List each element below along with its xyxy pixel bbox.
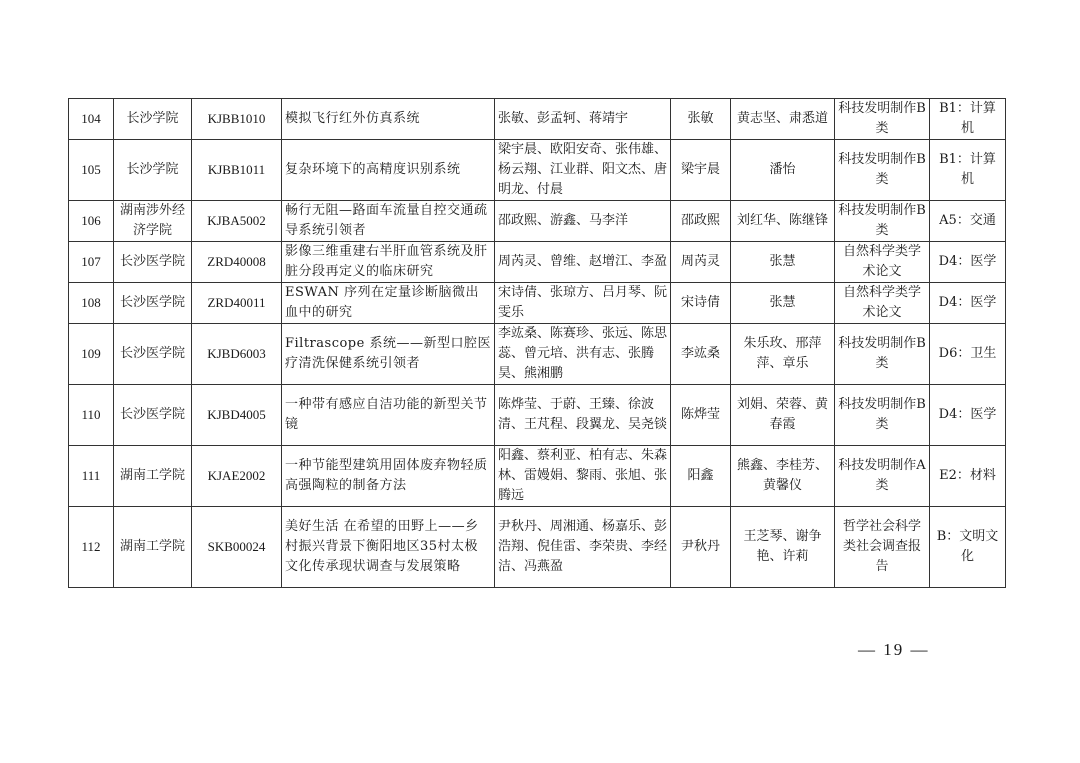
row-number-cell: 108	[69, 283, 114, 324]
advisor-cell: 张慧	[731, 242, 835, 283]
field-cell: B1：计算机	[930, 99, 1006, 140]
members-cell: 邵政熙、游鑫、马李洋	[495, 201, 671, 242]
table-row	[69, 201, 1006, 242]
leader-cell: 宋诗倩	[671, 283, 731, 324]
category-cell: 自然科学类学术论文	[835, 283, 930, 324]
table-row	[69, 507, 1006, 588]
project-title-cell: Filtrascope 系统——新型口腔医疗清洗保健系统引领者	[282, 324, 495, 385]
school-cell: 长沙医学院	[114, 242, 192, 283]
school-cell: 长沙学院	[114, 99, 192, 140]
table-row	[69, 140, 1006, 201]
field-cell: D6：卫生	[930, 324, 1006, 385]
leader-cell: 邵政熙	[671, 201, 731, 242]
project-code-cell: KJBB1011	[192, 140, 282, 201]
project-title-cell: ESWAN 序列在定量诊断脑微出血中的研究	[282, 283, 495, 324]
project-code-cell: KJBD4005	[192, 385, 282, 446]
field-cell: D4：医学	[930, 283, 1006, 324]
leader-cell: 梁宇晨	[671, 140, 731, 201]
row-number-cell: 112	[69, 507, 114, 588]
members-cell: 陈烨莹、于蔚、王臻、徐波清、王芃程、段翼龙、吴尧锬	[495, 385, 671, 446]
field-cell: D4：医学	[930, 385, 1006, 446]
table-row	[69, 385, 1006, 446]
school-cell: 湖南工学院	[114, 507, 192, 588]
members-cell: 阳鑫、蔡利亚、柏有志、朱森林、雷嫚娟、黎雨、张旭、张腾远	[495, 446, 671, 507]
category-cell: 科技发明制作B类	[835, 140, 930, 201]
project-code-cell: ZRD40008	[192, 242, 282, 283]
project-code-cell: KJBD6003	[192, 324, 282, 385]
field-cell: A5：交通	[930, 201, 1006, 242]
advisor-cell: 潘怡	[731, 140, 835, 201]
members-cell: 尹秋丹、周湘通、杨嘉乐、彭浩翔、倪佳雷、李荣贵、李经洁、冯燕盈	[495, 507, 671, 588]
table-row	[69, 99, 1006, 140]
category-cell: 哲学社会科学类社会调查报告	[835, 507, 930, 588]
leader-cell: 张敏	[671, 99, 731, 140]
project-title-cell: 美好生活 在希望的田野上——乡村振兴背景下衡阳地区35村太极文化传承现状调查与发展策略	[282, 507, 495, 588]
row-number-cell: 105	[69, 140, 114, 201]
row-number-cell: 109	[69, 324, 114, 385]
school-cell: 长沙学院	[114, 140, 192, 201]
leader-cell: 尹秋丹	[671, 507, 731, 588]
row-number-cell: 110	[69, 385, 114, 446]
row-number-cell: 106	[69, 201, 114, 242]
project-title-cell: 畅行无阻—路面车流量自控交通疏导系统引领者	[282, 201, 495, 242]
row-number-cell: 104	[69, 99, 114, 140]
advisor-cell: 张慧	[731, 283, 835, 324]
project-code-cell: KJBA5002	[192, 201, 282, 242]
field-cell: D4：医学	[930, 242, 1006, 283]
project-title-cell: 复杂环境下的高精度识别系统	[282, 140, 495, 201]
school-cell: 湖南涉外经济学院	[114, 201, 192, 242]
leader-cell: 陈烨莹	[671, 385, 731, 446]
field-cell: B：文明文化	[930, 507, 1006, 588]
members-cell: 张敏、彭孟轲、蒋靖宇	[495, 99, 671, 140]
category-cell: 科技发明制作A类	[835, 446, 930, 507]
leader-cell: 阳鑫	[671, 446, 731, 507]
school-cell: 长沙医学院	[114, 283, 192, 324]
advisor-cell: 王芝琴、谢争艳、许莉	[731, 507, 835, 588]
category-cell: 科技发明制作B类	[835, 99, 930, 140]
members-cell: 宋诗倩、张琼方、吕月琴、阮雯乐	[495, 283, 671, 324]
members-cell: 周芮灵、曾维、赵增江、李盈	[495, 242, 671, 283]
project-title-cell: 模拟飞行红外仿真系统	[282, 99, 495, 140]
advisor-cell: 刘娟、荣蓉、黄春霞	[731, 385, 835, 446]
members-cell: 梁宇晨、欧阳安奇、张伟雄、杨云翔、江业群、阳文杰、唐明龙、付晨	[495, 140, 671, 201]
project-code-cell: ZRD40011	[192, 283, 282, 324]
school-cell: 长沙医学院	[114, 324, 192, 385]
project-table	[68, 98, 1006, 588]
page-number: — 19 —	[858, 640, 930, 659]
row-number-cell: 111	[69, 446, 114, 507]
advisor-cell: 朱乐玫、邢萍萍、章乐	[731, 324, 835, 385]
leader-cell: 周芮灵	[671, 242, 731, 283]
advisor-cell: 刘红华、陈继锋	[731, 201, 835, 242]
project-title-cell: 一种节能型建筑用固体废弃物轻质高强陶粒的制备方法	[282, 446, 495, 507]
category-cell: 科技发明制作B类	[835, 324, 930, 385]
leader-cell: 李竑桑	[671, 324, 731, 385]
category-cell: 科技发明制作B类	[835, 201, 930, 242]
table-body	[69, 99, 1006, 588]
project-title-cell: 一种带有感应自洁功能的新型关节镜	[282, 385, 495, 446]
advisor-cell: 熊鑫、李桂芳、黄馨仪	[731, 446, 835, 507]
project-code-cell: SKB00024	[192, 507, 282, 588]
table-row	[69, 283, 1006, 324]
table-row	[69, 242, 1006, 283]
category-cell: 科技发明制作B类	[835, 385, 930, 446]
school-cell: 长沙医学院	[114, 385, 192, 446]
project-code-cell: KJAE2002	[192, 446, 282, 507]
field-cell: E2：材料	[930, 446, 1006, 507]
table-row	[69, 446, 1006, 507]
project-title-cell: 影像三维重建右半肝血管系统及肝脏分段再定义的临床研究	[282, 242, 495, 283]
row-number-cell: 107	[69, 242, 114, 283]
project-code-cell: KJBB1010	[192, 99, 282, 140]
members-cell: 李竑桑、陈赛珍、张远、陈思蕊、曾元培、洪有志、张腾昊、熊湘鹏	[495, 324, 671, 385]
table-row	[69, 324, 1006, 385]
advisor-cell: 黄志坚、肃悉道	[731, 99, 835, 140]
category-cell: 自然科学类学术论文	[835, 242, 930, 283]
field-cell: B1：计算机	[930, 140, 1006, 201]
school-cell: 湖南工学院	[114, 446, 192, 507]
